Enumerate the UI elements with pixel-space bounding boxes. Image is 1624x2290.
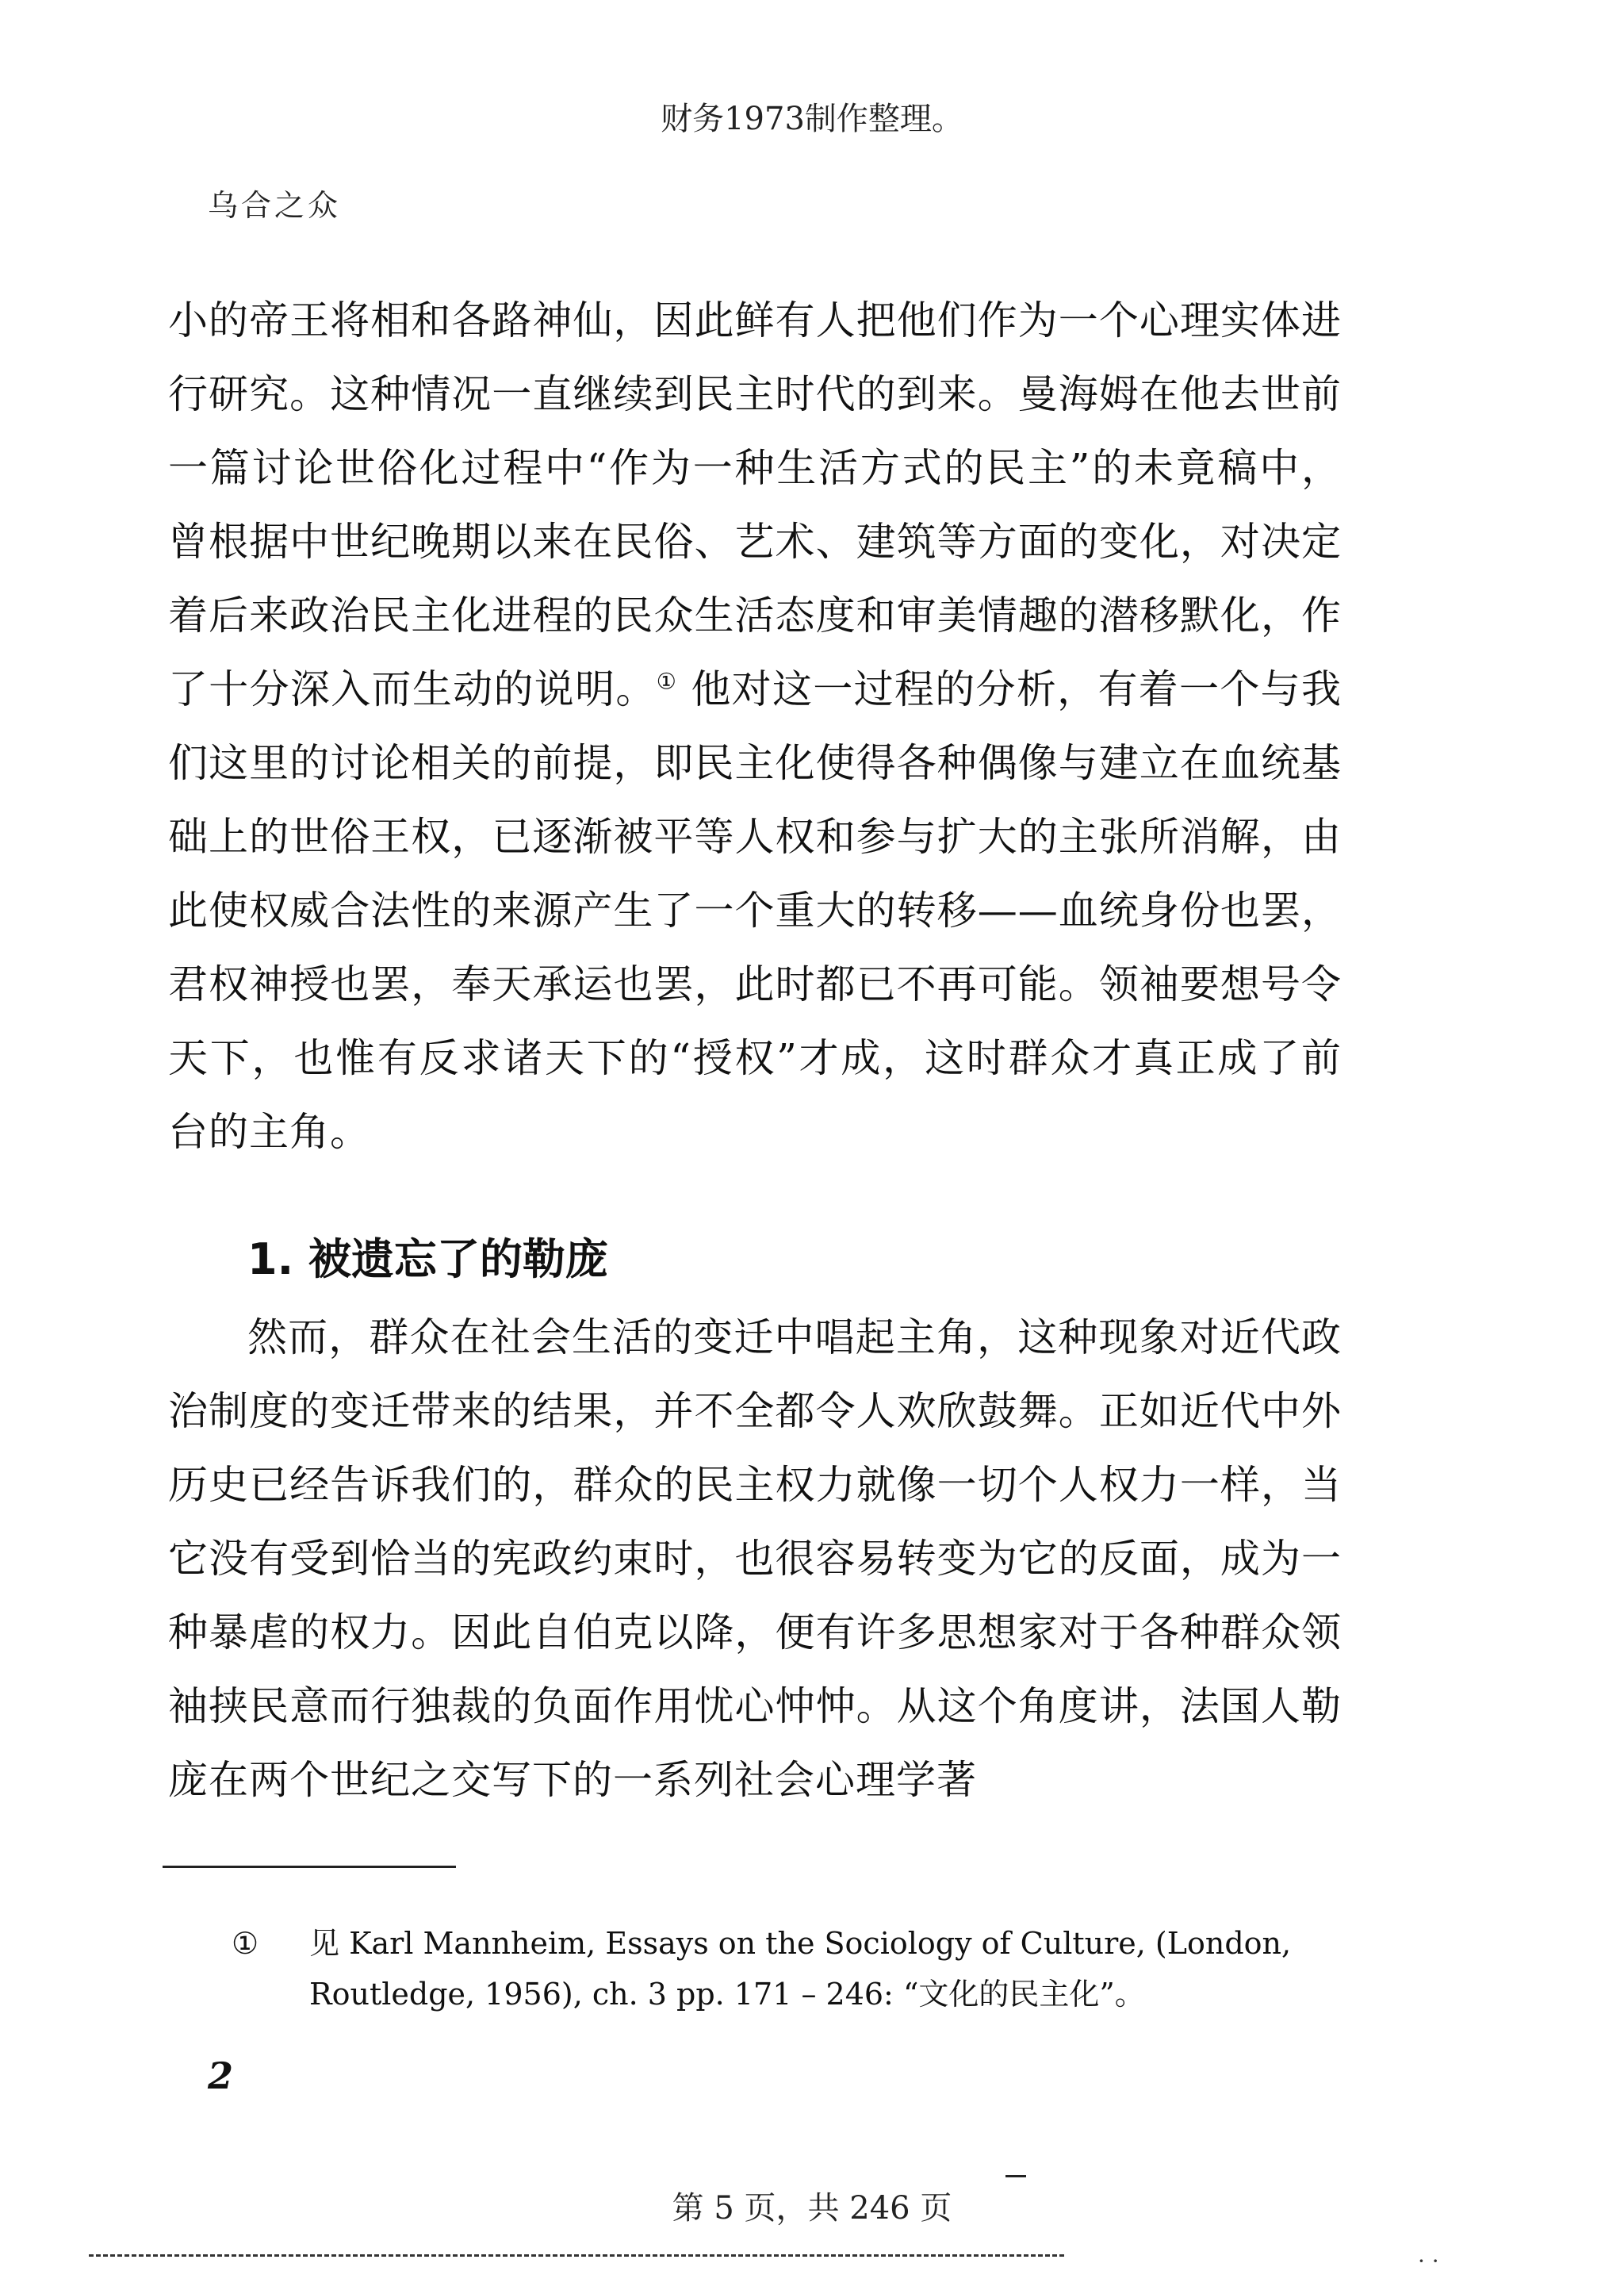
scan-mark [1005,2175,1026,2177]
paragraph-1-text-b: 他对这一过程的分析，有着一个与我们这里的讨论相关的前提，即民主化使得各种偶像与建立在血统基础上的世俗王权，已逐渐被平等人权和参与扩大的主张所消解，由此使权威合法性的来源产生了一个重大的转移——血统身份也罢，君权神授也罢，奉天承运也罢，此时都已不再可能。领袖要想号令天下，也惟有反求诸天下的“授权”才成，这时群众才真正成了前台的主角。 [168,666,1342,1155]
footnote-marker[interactable]: ① [656,668,678,695]
section-heading: 1. 被遗忘了的勒庞 [247,1234,608,1284]
paragraph-1-text-a: 小的帝王将相和各路神仙，因此鲜有人把他们作为一个心理实体进行研究。这种情况一直继续到民主时代的到来。曼海姆在他去世前一篇讨论世俗化过程中“作为一种生活方式的民主”的未竟稿中，曾根据中世纪晚期以来在民俗、艺术、建筑等方面的变化，对决定着后来政治民主化进程的民众生活态度和审美情趣的潜移默化，作了十分深入而生动的说明。 [168,297,1342,712]
running-head: 乌合之众 [208,188,342,223]
paragraph-1 [168,284,1342,1169]
scan-dots: · · [1418,2248,1439,2274]
page-number: 2 [208,2054,234,2097]
footnote-number: ① [232,1926,259,1961]
paragraph-2-text: 然而，群众在社会生活的变迁中唱起主角，这种现象对近代政治制度的变迁带来的结果，并不全都令人欢欣鼓舞。正如近代中外历史已经告诉我们的，群众的民主权力就像一切个人权力一样，当它没有受到恰当的宪政约束时，也很容易转变为它的反面，成为一种暴虐的权力。因此自伯克以降，便有许多思想家对于各种群众领袖挟民意而行独裁的负面作用忧心忡忡。从这个角度讲，法国人勒庞在两个世纪之交写下的一系列社会心理学著 [168,1314,1342,1803]
footnote-text: 见 Karl Mannheim, Essays on the Sociology of Culture, (London, Routledge, 1956), ch. 3 pp. 171 – 246: “文化的民主化”。 [309,1926,1292,2012]
bottom-scan-rule [89,2254,1064,2257]
top-note: 财务1973制作整理。 [661,101,963,137]
footnote-divider [163,1866,456,1868]
paragraph-2 [168,1301,1342,1817]
page-info: 第 5 页，共 246 页 [672,2190,952,2227]
footnote [232,1918,1342,2020]
